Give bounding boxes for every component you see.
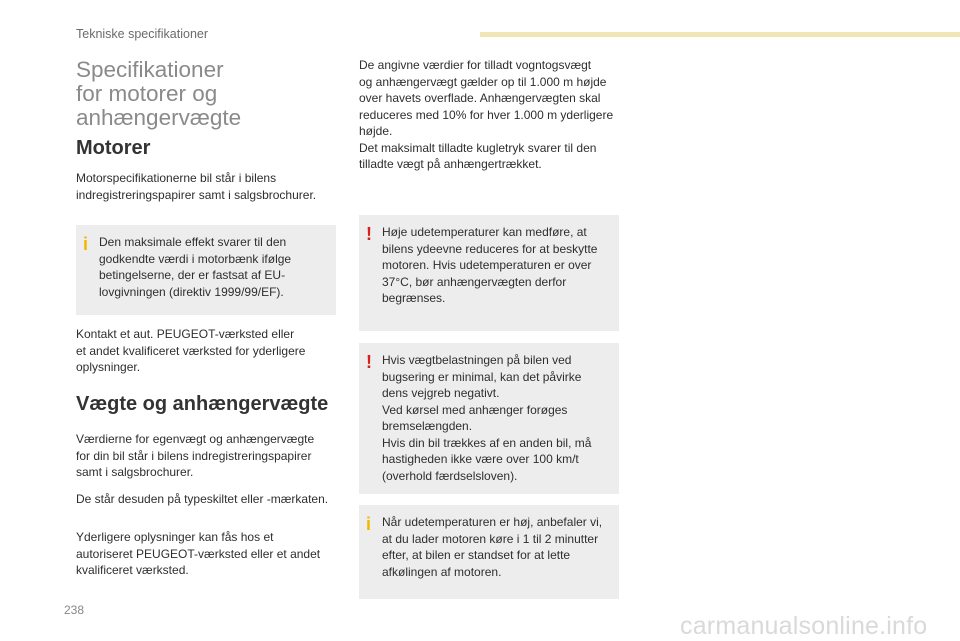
info-box-cooling (359, 505, 619, 599)
warning-box-text: Hvis vægtbelastningen på bilen ved bugsering er minimal, kan det påvirke dens vejgreb negativt. Ved kørsel med anhænger forøges bremselængden. Hvis din bil trækkes af en anden bil, må hastigheden ikke være over 100 km/t (overhold færdselsloven). (382, 353, 592, 483)
info-box-text: Når udetemperaturen er høj, anbefaler vi, at du lader motoren køre i 1 til 2 minutter efter, at bilen er standset for at lette afkølingen af motoren. (382, 515, 603, 579)
warning-icon: ! (366, 352, 372, 372)
info-icon: i (366, 514, 372, 534)
section-header-title: Tekniske specifikationer (76, 27, 209, 41)
header-accent-bar (480, 32, 960, 37)
warning-box-text: Høje udetemperaturer kan medføre, at bilens ydeevne reduceres for at beskytte motoren. Hvis udetemperaturen er over 37°C, bør anhængervægten derfor begrænses. (382, 225, 598, 305)
page-title-line: for motorer og (76, 81, 218, 106)
info-box-text: Den maksimale effekt svarer til den godkendte værdi i motorbænk ifølge betingelserne, der er fastsat af EU- lovgivningen (direktiv 1999/99/EF). (99, 235, 292, 299)
info-box-effekt (76, 225, 336, 315)
page-number: 238 (64, 603, 85, 617)
contact-text: Kontakt et aut. PEUGEOT-værksted eller et andet kvalificeret værksted for yderligere oplysninger. (76, 327, 306, 374)
watermark: carmanualsonline.info (680, 612, 928, 640)
motorer-intro: Motorspecifikationerne bil står i bilens indregistreringspapirer samt i salgsbrochurer. (76, 171, 317, 202)
vaegte-paragraph-1: Værdierne for egenvægt og anhængervægte for din bil står i bilens indregistreringspapirer samt i salgsbrochurer. (76, 432, 315, 479)
vaegte-paragraph-3: Yderligere oplysninger kan fås hos et autoriseret PEUGEOT-værksted eller et andet kvalificeret værksted. (76, 530, 321, 577)
warning-icon: ! (366, 224, 372, 244)
right-intro-text: De angivne værdier for tilladt vogntogsvægt og anhængervægt gælder op til 1.000 m højde over havets overflade. Anhængervægten skal reduceres med 10% for hver 1.000 m yderligere højde. Det maksimalt tilladte kugletryk svarer til den tilladte vægt på anhængertrækket. (359, 58, 614, 171)
warning-box-towing (359, 343, 619, 494)
vaegte-heading: Vægte og anhængervægte (76, 393, 329, 415)
page-title-line: anhængervægte (76, 105, 242, 130)
vaegte-paragraph-2: De står desuden på typeskiltet eller -mærkaten. (76, 492, 329, 506)
motorer-heading: Motorer (76, 137, 151, 159)
info-icon: i (83, 234, 89, 254)
page-title (76, 58, 241, 130)
warning-box-temperature (359, 215, 619, 331)
page-title-line: Specifikationer (76, 57, 224, 82)
